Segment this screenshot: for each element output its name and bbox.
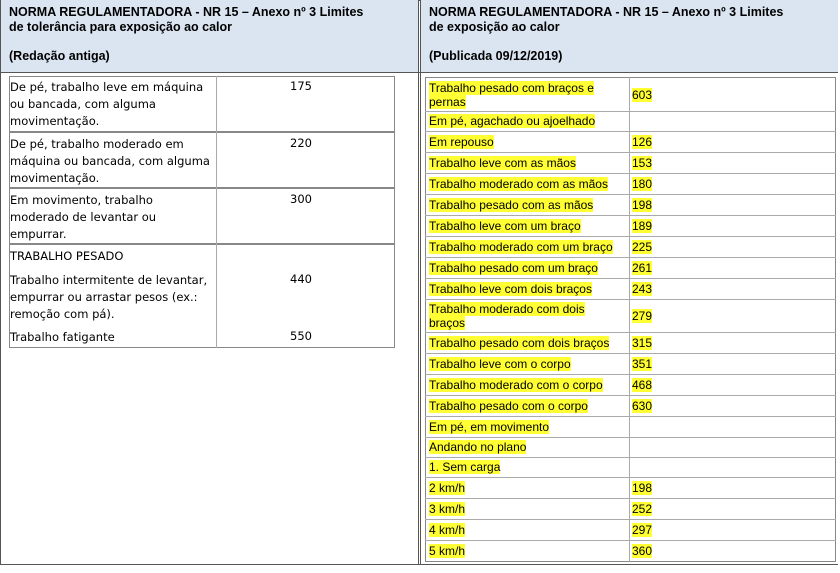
right-table-row [425, 194, 836, 215]
right-row-label: Em repouso [429, 135, 494, 149]
right-row-label: Andando no plano [429, 440, 527, 454]
right-table-row [425, 457, 836, 477]
right-row-value: 315 [632, 336, 653, 350]
right-row-value: 261 [632, 261, 653, 275]
left-header-title-line1: NORMA REGULAMENTADORA - NR 15 – Anexo nº 3 Limites [9, 5, 364, 19]
right-row-label: Trabalho moderado com as mãos [429, 177, 608, 191]
left-row-label: movimentação. [10, 171, 100, 185]
left-row-value: 550 [290, 329, 312, 343]
left-row-label: ou bancada, com alguma [10, 97, 156, 111]
right-row-value: 243 [632, 282, 653, 296]
left-row-col-divider [216, 132, 217, 188]
right-row-label: Trabalho pesado com um braço [429, 261, 598, 275]
right-table-row [425, 519, 836, 540]
left-header-subtitle: (Redação antiga) [9, 49, 110, 63]
left-row-label: TRABALHO PESADO [10, 249, 124, 263]
right-header-title-line2: de exposição ao calor [429, 20, 560, 34]
right-table-row [425, 416, 836, 437]
right-row-label: Trabalho pesado com dois braços [429, 336, 610, 350]
right-table-row [425, 278, 836, 299]
right-table-row [425, 332, 836, 353]
right-row-label: 4 km/h [429, 523, 466, 537]
right-row-label: Trabalho leve com um braço [429, 219, 581, 233]
left-row-label: Trabalho intermitente de levantar, [10, 273, 208, 287]
left-row-value: 440 [290, 272, 312, 286]
right-row-value: 603 [632, 88, 653, 102]
right-header [421, 0, 838, 72]
center-divider-b [420, 0, 421, 565]
left-row-value: 220 [290, 136, 312, 150]
right-table-row [425, 299, 836, 332]
right-row-label: Trabalho pesado com as mãos [429, 198, 594, 212]
left-row-label: movimentação. [10, 114, 100, 128]
right-table-row [425, 78, 836, 111]
center-divider-a [418, 0, 419, 565]
left-row-col-divider [216, 244, 217, 348]
left-row-label: empurrar. [10, 227, 67, 241]
right-table-row [425, 131, 836, 152]
right-table-row [425, 257, 836, 278]
right-table-row [425, 374, 836, 395]
left-row-label: máquina ou bancada, com alguma [10, 154, 210, 168]
right-row-label: Trabalho moderado com um braço [429, 240, 613, 254]
right-row-label: 5 km/h [429, 544, 466, 558]
left-row-col-divider [216, 188, 217, 244]
right-row-label: pernas [429, 95, 466, 109]
right-row-value: 189 [632, 219, 653, 233]
right-row-value: 360 [632, 544, 653, 558]
right-row-value: 630 [632, 399, 653, 413]
right-row-label: braços [429, 316, 466, 330]
left-row-label: Trabalho fatigante [10, 330, 115, 344]
right-row-value: 279 [632, 309, 653, 323]
left-row-label: De pé, trabalho leve em máquina [10, 80, 204, 94]
right-row-value: 198 [632, 198, 653, 212]
left-header [1, 0, 418, 72]
left-row-value: 175 [290, 79, 312, 93]
right-header-title-line1: NORMA REGULAMENTADORA - NR 15 – Anexo nº 3 Limites [429, 5, 784, 19]
right-table-row [425, 111, 836, 131]
right-row-label: 2 km/h [429, 481, 466, 495]
right-table-row [425, 540, 836, 561]
left-row-label: moderado de levantar ou [10, 210, 157, 224]
right-row-label: Trabalho moderado com dois [429, 302, 585, 316]
right-table-row [425, 152, 836, 173]
right-row-label: Em pé, em movimento [429, 420, 550, 434]
right-table-row [425, 477, 836, 498]
left-row-label: empurrar ou arrastar pesos (ex.: [10, 290, 198, 304]
right-table-row [425, 395, 836, 416]
right-row-label: Trabalho leve com as mãos [429, 156, 576, 170]
right-table-row [425, 215, 836, 236]
right-row-label: Trabalho pesado com o corpo [429, 399, 588, 413]
right-row-value: 468 [632, 378, 653, 392]
right-row-value: 180 [632, 177, 653, 191]
right-row-value: 351 [632, 357, 653, 371]
right-row-label: Trabalho leve com dois braços [429, 282, 592, 296]
right-row-label: Em pé, agachado ou ajoelhado [429, 114, 596, 128]
left-row-label: De pé, trabalho moderado em [10, 137, 184, 151]
right-row-value: 225 [632, 240, 653, 254]
right-header-subtitle: (Publicada 09/12/2019) [429, 49, 563, 63]
header-divider [0, 72, 838, 73]
right-row-label: Trabalho moderado com o corpo [429, 378, 603, 392]
right-row-label: 1. Sem carga [429, 460, 501, 474]
left-header-title-line2: de tolerância para exposição ao calor [9, 20, 233, 34]
right-table-row [425, 353, 836, 374]
right-row-label: Trabalho pesado com braços e [429, 81, 594, 95]
right-table-row [425, 173, 836, 194]
left-row-label: remoção com pá). [10, 307, 115, 321]
right-row-label: Trabalho leve com o corpo [429, 357, 571, 371]
left-row-value: 300 [290, 192, 312, 206]
right-row-value: 252 [632, 502, 653, 516]
right-table-row [425, 498, 836, 519]
right-row-value: 126 [632, 135, 653, 149]
right-table-row [425, 236, 836, 257]
right-row-value: 198 [632, 481, 653, 495]
left-row-label: Em movimento, trabalho [10, 193, 153, 207]
right-row-value: 297 [632, 523, 653, 537]
right-row-value: 153 [632, 156, 653, 170]
right-table-row [425, 437, 836, 457]
right-row-label: 3 km/h [429, 502, 466, 516]
left-row-col-divider [216, 76, 217, 132]
